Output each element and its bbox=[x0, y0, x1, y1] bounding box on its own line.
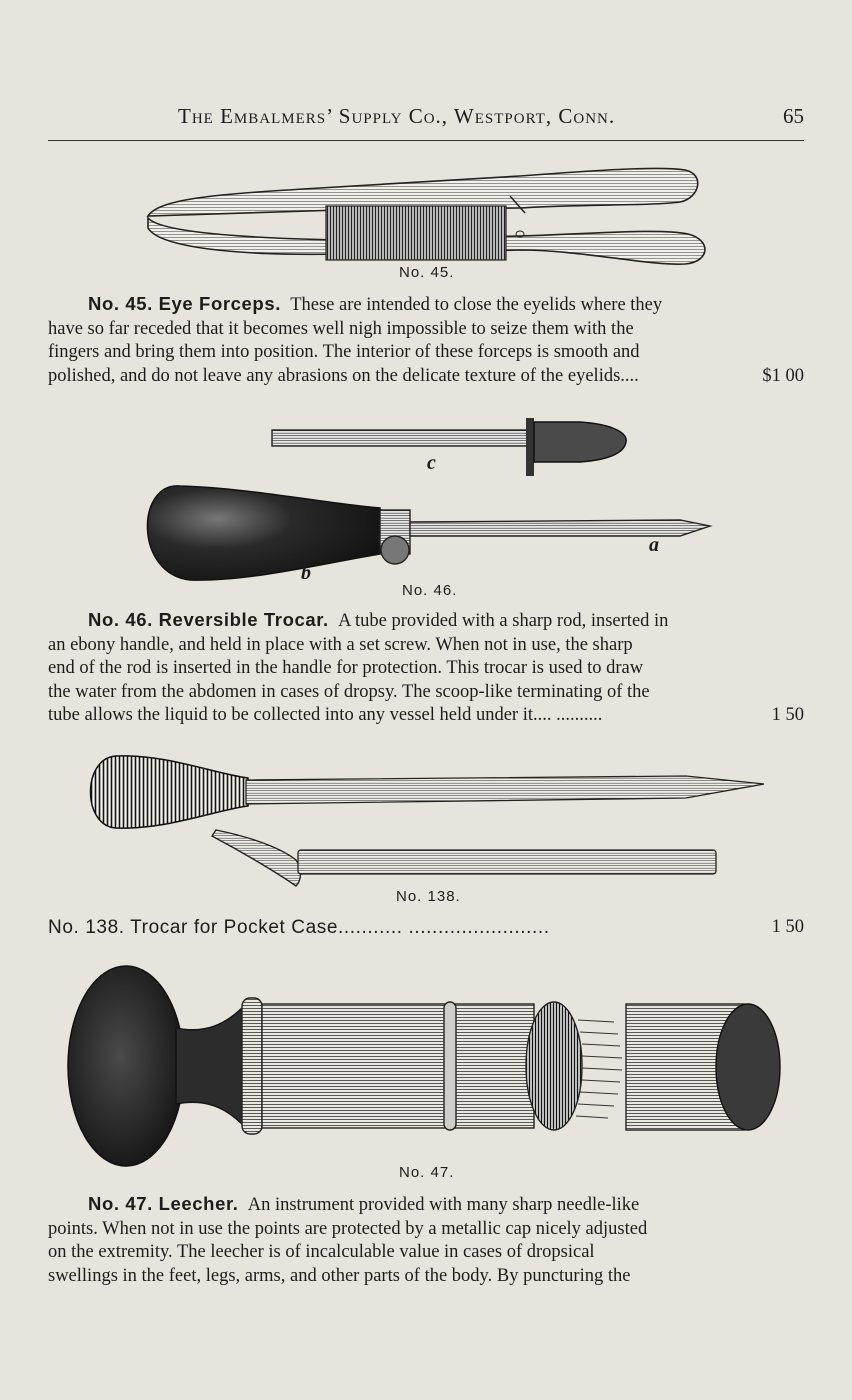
figure-label-b: b bbox=[301, 562, 311, 584]
figure-label-a: a bbox=[649, 534, 659, 556]
page-header bbox=[48, 104, 804, 134]
header-rule bbox=[48, 140, 804, 141]
figure-caption-46: No. 46. bbox=[402, 582, 458, 599]
item-138-title: No. 138. Trocar for Pocket Case........... ........................ bbox=[48, 917, 550, 938]
item-46-description: No. 46. Reversible Trocar. A tube provided with a sharp rod, inserted in an ebony handle, and held in place with a set screw. When not in use, the sharp end of the rod is inserted in the handle for protection. This trocar is used to draw the water from the abdomen in cases of dropsy. The scoop-like terminating of the tube allows the liquid to be collected into any vessel held under it.... .......... 1 50 bbox=[48, 608, 804, 728]
running-title: The Embalmers’ Supply Co., Westport, Conn. bbox=[178, 104, 616, 128]
reversible-trocar-illustration bbox=[140, 412, 720, 587]
leecher-illustration bbox=[66, 962, 784, 1168]
figure-caption-138: No. 138. bbox=[396, 888, 461, 905]
item-45-title: No. 45. Eye Forceps. bbox=[88, 293, 281, 314]
figure-label-c: c bbox=[427, 452, 436, 474]
item-138-description bbox=[48, 916, 804, 941]
item-47-title: No. 47. Leecher. bbox=[88, 1193, 239, 1214]
item-46-price: 1 50 bbox=[771, 705, 804, 725]
eye-forceps-illustration bbox=[140, 158, 720, 270]
item-45-description: No. 45. Eye Forceps. These are intended to close the eyelids where they have so far receded that it becomes well nigh impossible to seize them with the fingers and bring them into position. The interior of these forceps is smooth and polished, and do not leave any abrasions on the delicate texture of the eyelids.... $1 00 bbox=[48, 292, 804, 388]
item-138-price: 1 50 bbox=[771, 917, 804, 937]
figure-caption-47: No. 47. bbox=[399, 1164, 455, 1181]
pocket-trocar-illustration bbox=[86, 752, 770, 888]
item-45-price: $1 00 bbox=[762, 365, 804, 386]
item-47-description: No. 47. Leecher. An instrument provided with many sharp needle-like points. When not in use the points are protected by a metallic cap nicely adjusted on the extremity. The leecher is of incalculable value in cases of dropsical swellings in the feet, legs, arms, and other parts of the body. By puncturing the bbox=[48, 1193, 648, 1286]
page-number: 65 bbox=[783, 104, 804, 128]
figure-caption-45: No. 45. bbox=[399, 264, 455, 281]
item-46-title: No. 46. Reversible Trocar. bbox=[88, 609, 329, 630]
